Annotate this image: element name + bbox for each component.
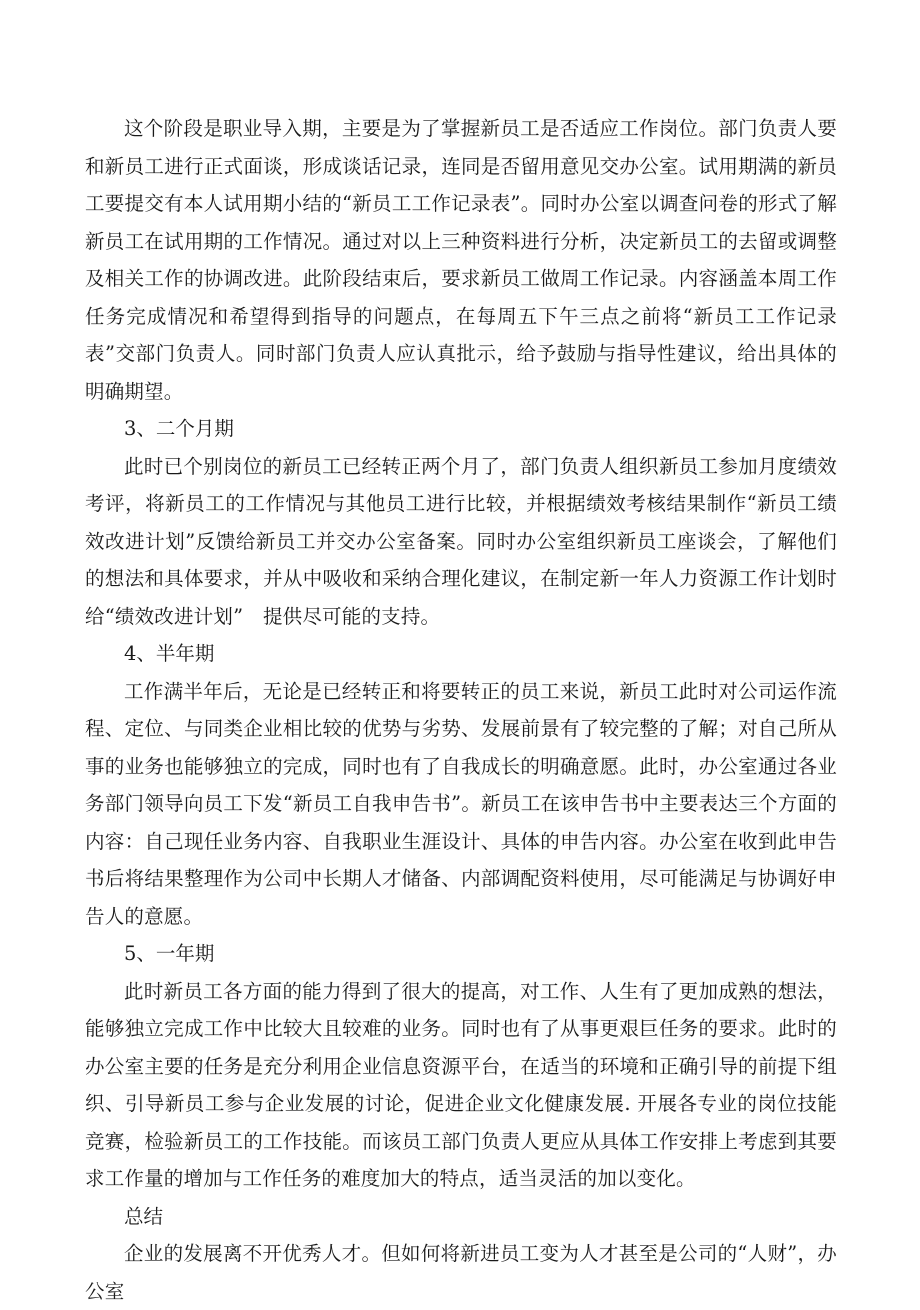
paragraph-trial-period: 这个阶段是职业导入期，主要是为了掌握新员工是否适应工作岗位。部门负责人要和新员工进行正式面谈，形成谈话记录，连同是否留用意见交办公室。试用期满的新员工要提交有本人试用期小结的“新员工工作记录表”。同时办公室以调查问卷的形式了解新员工在试用期的工作情况。通过对以上三种资料进行分析，决定新员工的去留或调整及相关工作的协调改进。此阶段结束后，要求新员工做周工作记录。内容涵盖本周工作任务完成情况和希望得到指导的问题点，在每周五下午三点之前将“新员工工作记录表”交部门负责人。同时部门负责人应认真批示，给予鼓励与指导性建议，给出具体的明确期望。: [85, 117, 837, 403]
paragraph-two-months: 此时已个别岗位的新员工已经转正两个月了，部门负责人组织新员工参加月度绩效考评，将新员工的工作情况与其他员工进行比较，并根据绩效考核结果制作“新员工绩效改进计划”反馈给新员工并交办公室备案。同时办公室组织新员工座谈会，了解他们的想法和具体要求，并从中吸收和采纳合理化建议，在制定新一年人力资源工作计划时给“绩效改进计划” 提供尽可能的支持。: [85, 454, 837, 628]
document-body: [85, 110, 837, 1310]
heading-summary: 总结: [124, 1204, 164, 1228]
heading-half-year: 4、半年期: [124, 642, 215, 665]
paragraph-half-year: 工作满半年后，无论是已经转正和将要转正的员工来说，新员工此时对公司运作流程、定位、与同类企业相比较的优势与劣势、发展前景有了较完整的了解；对自己所从事的业务也能够独立的完成，同时也有了自我成长的明确意愿。此时，办公室通过各业务部门领导向员工下发“新员工自我申告书”。新员工在该申告书中主要表达三个方面的内容：自己现任业务内容、自我职业生涯设计、具体的申告内容。办公室在收到此申告书后将结果整理作为公司中长期人才储备、内部调配资料使用，尽可能满足与协调好申告人的意愿。: [85, 679, 837, 928]
paragraph-one-year: 此时新员工各方面的能力得到了很大的提高，对工作、人生有了更加成熟的想法，能够独立完成工作中比较大且较难的业务。同时也有了从事更艰巨任务的要求。此时的办公室主要的任务是充分利用企业信息资源平台，在适当的环境和正确引导的前提下组织、引导新员工参与企业发展的讨论，促进企业文化健康发展. 开展各专业的岗位技能竞赛，检验新员工的工作技能。而该员工部门负责人更应从具体工作安排上考虑到其要求工作量的增加与工作任务的难度加大的特点，适当灵活的加以变化。: [85, 979, 837, 1190]
paragraph-summary: 企业的发展离不开优秀人才。但如何将新进员工变为人才甚至是公司的“人财”，办公室: [85, 1242, 837, 1303]
heading-two-months: 3、二个月期: [124, 417, 234, 440]
heading-one-year: 5、一年期: [124, 942, 215, 965]
